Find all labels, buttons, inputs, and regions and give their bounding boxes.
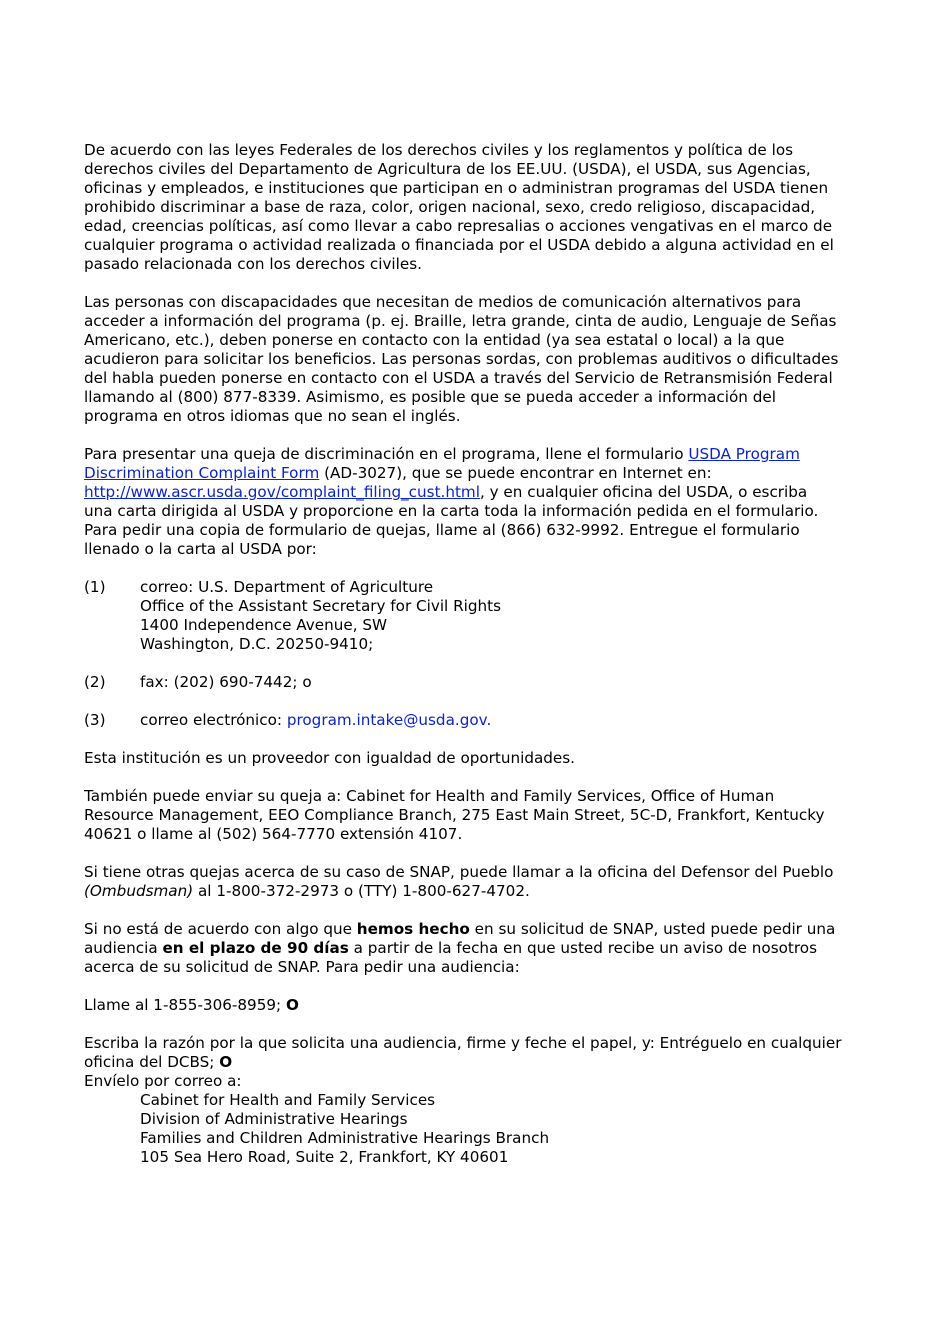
ombudsman-paragraph <box>84 863 884 901</box>
italic-text: (Ombudsman) <box>84 882 194 900</box>
alternate-complaint-paragraph <box>84 787 884 844</box>
text-line: programa en otros idiomas que no sean el inglés. <box>84 407 461 425</box>
text-line: acudieron para solicitar los beneficios. Las personas sordas, con problemas auditivos o dificultades <box>84 350 839 368</box>
text-line <box>84 445 884 464</box>
text-line: Resource Management, EEO Compliance Branch, 275 East Main Street, 5C-D, Frankfort, Kentucky <box>84 806 825 824</box>
equal-opportunity-statement <box>84 749 884 768</box>
text-line: cualquier programa o actividad realizada o financiada por el USDA debido a alguna actividad en el <box>84 236 834 254</box>
list-number: (1) <box>84 578 106 596</box>
mailing-address <box>140 1091 884 1167</box>
text-line <box>84 1053 884 1072</box>
text-line: acerca de su solicitud de SNAP. Para pedir una audiencia: <box>84 958 520 976</box>
list-item-email <box>84 711 884 730</box>
bold-text: hemos hecho <box>356 920 470 938</box>
text-line: También puede enviar su queja a: Cabinet for Health and Family Services, Office of Human <box>84 787 775 805</box>
text-line: pasado relacionada con los derechos civiles. <box>84 255 422 273</box>
text-line: De acuerdo con las leyes Federales de los derechos civiles y los reglamentos y política de los <box>84 141 794 159</box>
text-fragment: al 1-800-372-2973 o (TTY) 1-800-627-4702. <box>193 882 530 900</box>
text-line: Americano, etc.), deben ponerse en contacto con la entidad (ya sea estatal o local) a la que <box>84 331 785 349</box>
text-line: llenado o la carta al USDA por: <box>84 540 317 558</box>
text-line <box>84 464 884 483</box>
hearing-paragraph <box>84 920 884 977</box>
write-paragraph <box>84 1034 884 1167</box>
text-fragment: Llame al 1-855-306-8959; <box>84 996 286 1014</box>
text-line <box>84 920 884 939</box>
text-fragment: Si no está de acuerdo con algo que <box>84 920 357 938</box>
text-fragment: audiencia <box>84 939 163 957</box>
text-fragment: correo electrónico: <box>140 711 287 729</box>
text-line: 40621 o llame al (502) 564-7770 extensión 4107. <box>84 825 463 843</box>
text-fragment: (AD-3027), que se puede encontrar en Internet en: <box>319 464 712 482</box>
text-line: edad, creencias políticas, así como llevar a cabo represalias o acciones vengativas en el marco de <box>84 217 833 235</box>
text-line: prohibido discriminar a base de raza, color, origen nacional, sexo, credo religioso, discapacidad, <box>84 198 816 216</box>
text-line: Office of the Assistant Secretary for Civil Rights <box>140 597 501 615</box>
text-fragment: a partir de la fecha en que usted recibe un aviso de nosotros <box>348 939 817 957</box>
text-fragment: en su solicitud de SNAP, usted puede pedir una <box>469 920 836 938</box>
list-item-fax <box>84 673 884 692</box>
text-line: acceder a información del programa (p. ej. Braille, letra grande, cinta de audio, Lenguaje de Señas <box>84 312 837 330</box>
text-fragment: Para presentar una queja de discriminación en el programa, llene el formulario <box>84 445 689 463</box>
text-line: Para pedir una copia de formulario de quejas, llame al (866) 632-9992. Entregue el formulario <box>84 521 800 539</box>
bold-text: O <box>219 1053 233 1071</box>
civil-rights-paragraph <box>84 141 884 274</box>
text-line <box>84 939 884 958</box>
call-paragraph <box>84 996 884 1015</box>
text-line <box>84 882 884 901</box>
list-number: (3) <box>84 711 106 729</box>
document-page <box>84 141 884 1167</box>
disabilities-paragraph <box>84 293 884 426</box>
text-line: Escriba la razón por la que solicita una audiencia, firme y feche el papel, y: Entréguelo en cualquier <box>84 1034 842 1052</box>
bold-text: O <box>285 996 299 1014</box>
text-line: del habla pueden ponerse en contacto con el USDA a través del Servicio de Retransmisión Federal <box>84 369 833 387</box>
text-line: correo: U.S. Department of Agriculture <box>140 578 434 596</box>
text-line: derechos civiles del Departamento de Agricultura de los EE.UU. (USDA), el USDA, sus Agencias, <box>84 160 811 178</box>
text-line: Esta institución es un proveedor con igualdad de oportunidades. <box>84 749 576 767</box>
text-line: Las personas con discapacidades que necesitan de medios de comunicación alternativos para <box>84 293 802 311</box>
text-fragment: oficina del DCBS; <box>84 1053 220 1071</box>
address-line: Cabinet for Health and Family Services <box>140 1091 436 1109</box>
text-line: oficinas y empleados, e instituciones que participan en o administran programas del USDA tienen <box>84 179 829 197</box>
list-item-mail <box>84 578 884 654</box>
text-line: Washington, D.C. 20250-9410; <box>140 635 374 653</box>
text-line <box>84 483 884 502</box>
text-line: una carta dirigida al USDA y proporcione en la carta toda la información pedida en el formulario. <box>84 502 819 520</box>
complaint-url-link[interactable]: http://www.ascr.usda.gov/complaint_filing_cust.html <box>84 483 480 501</box>
address-line: 105 Sea Hero Road, Suite 2, Frankfort, KY 40601 <box>140 1148 509 1166</box>
text-line: fax: (202) 690-7442; o <box>140 673 312 691</box>
text-line: llamando al (800) 877-8339. Asimismo, es posible que se pueda acceder a información del <box>84 388 776 406</box>
text-fragment: , y en cualquier oficina del USDA, o escriba <box>479 483 808 501</box>
bold-text: en el plazo de 90 días <box>162 939 349 957</box>
complaint-paragraph <box>84 445 884 559</box>
list-number: (2) <box>84 673 106 691</box>
text-line: 1400 Independence Avenue, SW <box>140 616 388 634</box>
text-line: Envíelo por correo a: <box>84 1072 242 1090</box>
complaint-form-link[interactable]: USDA Program <box>688 445 800 463</box>
text-line <box>84 996 884 1015</box>
text-line <box>140 711 884 730</box>
complaint-form-link-continued[interactable]: Discrimination Complaint Form <box>84 464 320 482</box>
email-link[interactable]: program.intake@usda.gov. <box>286 711 492 729</box>
text-line: Si tiene otras quejas acerca de su caso de SNAP, puede llamar a la oficina del Defensor del Pueblo <box>84 863 834 881</box>
address-line: Families and Children Administrative Hearings Branch <box>140 1129 550 1147</box>
address-line: Division of Administrative Hearings <box>140 1110 408 1128</box>
